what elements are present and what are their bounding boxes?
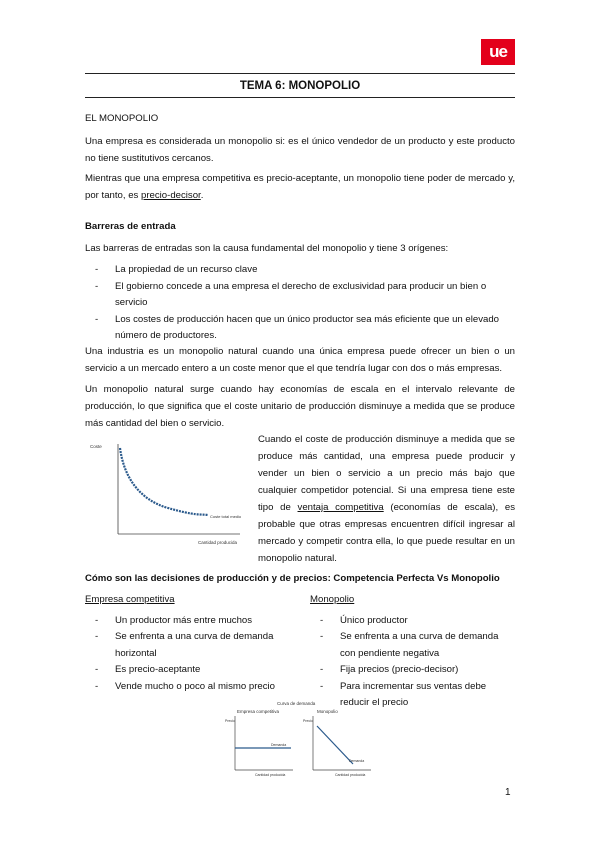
list-item: - Es precio-aceptante bbox=[85, 662, 290, 679]
right-quantity-label: Cantidad producida bbox=[335, 773, 366, 777]
header-rule bbox=[85, 73, 515, 74]
list-item: - Los costes de producción hacen que un único productor sea más eficiente que un elevado número de productores. bbox=[85, 312, 515, 345]
precio-decisor-term: precio-decisor bbox=[141, 190, 201, 201]
right-demand-label: Demanda bbox=[349, 759, 365, 763]
right-panel-title: Monopolio bbox=[317, 709, 338, 714]
competitive-column bbox=[85, 592, 290, 695]
page-title: TEMA 6: MONOPOLIO bbox=[239, 80, 361, 92]
barriers-intro: Las barreras de entradas son la causa fundamental del monopolio y tiene 3 orígenes: bbox=[85, 243, 449, 254]
left-quantity-label: Cantidad producida bbox=[255, 773, 286, 777]
side-text: Cuando el coste de producción disminuye a medida que se produce más cantidad, una empresa puede producir y vender un bien o servicio a un precio más bajo que cualquier competidor potencial. Si una empresa tiene este tipo de bbox=[258, 434, 515, 513]
barriers-list bbox=[85, 262, 515, 345]
cost-axis-label: Coste bbox=[90, 444, 102, 449]
list-item: - Un productor más entre muchos bbox=[85, 613, 290, 630]
power-text-end: . bbox=[200, 190, 204, 201]
university-logo: ue bbox=[481, 39, 515, 65]
average-cost-chart bbox=[88, 438, 248, 548]
downward-demand-line bbox=[317, 726, 353, 764]
list-item: - Se enfrenta a una curva de demanda horizontal bbox=[85, 629, 290, 662]
power-paragraph bbox=[85, 170, 515, 204]
demand-chart-title: Curva de demanda bbox=[277, 701, 316, 706]
list-item: - Único productor bbox=[310, 613, 515, 630]
section-heading-monopolio: EL MONOPOLIO bbox=[85, 113, 159, 124]
average-cost-curve bbox=[120, 448, 208, 515]
power-text: Mientras que una empresa competitiva es precio-aceptante, un monopolio tiene poder de mercado y, por tanto, es bbox=[85, 173, 515, 201]
list-item: - Se enfrenta a una curva de demanda con pendiente negativa bbox=[310, 629, 515, 662]
left-panel-title: Empresa competitiva bbox=[237, 709, 280, 714]
list-item: - Vende mucho o poco al mismo precio bbox=[85, 679, 290, 696]
competitive-heading: Empresa competitiva bbox=[85, 594, 175, 605]
monopoly-column bbox=[310, 592, 515, 712]
economies-scale-paragraph: Un monopolio natural surge cuando hay economías de escala en el intervalo relevante de producción, lo que significa que el coste unitario de producción disminuye a medida que se produce más cantidad del bien o servicio. bbox=[85, 384, 515, 429]
definition-paragraph: Una empresa es considerada un monopolio si: es el único vendedor de un producto y este producto no tiene sustitutivos cercanos. bbox=[85, 136, 515, 164]
competitive-list bbox=[85, 613, 290, 696]
curve-label: Coste total medio bbox=[210, 514, 242, 519]
left-price-label: Precio bbox=[225, 719, 235, 723]
ventaja-competitiva-term: ventaja competitiva bbox=[297, 502, 384, 513]
title-rule bbox=[85, 97, 515, 98]
list-item: - Para incrementar sus ventas debe reducir el precio bbox=[310, 679, 515, 712]
comparison-heading: Cómo son las decisiones de producción y de precios: Competencia Perfecta Vs Monopolio bbox=[85, 573, 500, 584]
natural-monopoly-side-text bbox=[258, 431, 515, 567]
demand-curves-chart bbox=[225, 698, 375, 778]
list-item: - Fija precios (precio-decisor) bbox=[310, 662, 515, 679]
barriers-heading: Barreras de entrada bbox=[85, 221, 176, 232]
list-item: - La propiedad de un recurso clave bbox=[85, 262, 515, 279]
monopoly-list bbox=[310, 613, 515, 712]
page-number: 1 bbox=[505, 787, 511, 798]
list-item: - El gobierno concede a una empresa el derecho de exclusividad para producir un bien o servicio bbox=[85, 279, 515, 312]
side-text-end: (economías de escala), es probable que otras empresas encuentren difícil ingresar al mercado y competir contra ella, lo que puede resultar en un monopolio natural. bbox=[258, 502, 515, 564]
right-price-label: Precio bbox=[303, 719, 313, 723]
monopoly-heading: Monopolio bbox=[310, 594, 355, 605]
natural-monopoly-paragraph: Una industria es un monopolio natural cuando una única empresa puede ofrecer un bien o un servicio a un mercado entero a un coste menor que el que tendría lugar con dos o más empresas. bbox=[85, 346, 515, 374]
quantity-axis-label: Cantidad producida bbox=[198, 540, 238, 545]
left-demand-label: Demanda bbox=[271, 743, 287, 747]
